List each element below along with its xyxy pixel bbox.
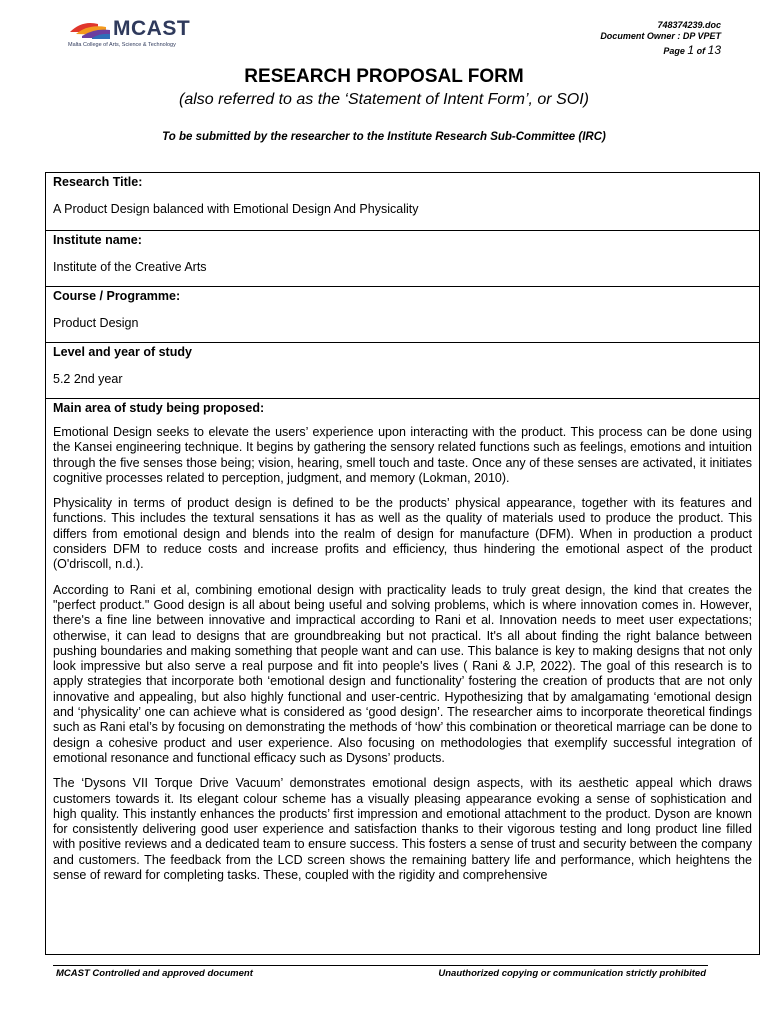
mcast-logo-mark-icon: [68, 18, 112, 40]
paragraph-dyson: The ‘Dysons VII Torque Drive Vacuum’ demonstrates emotional design aspects, with its aesthetic appeal which draws customers towards it. Its elegant colour scheme has a visually pleasing appearance evoking a sense of sophistication and high quality. This instantly enhances the products’ first impression and emotional attachment to the product. Dyson are known for consistently delivering good user experience and satisfaction thanks to their vigorous testing and long product line filled with positive reviews and a dedicated team to ensure success. This fosters a sense of trust and security between the company and customers. The feedback from the LCD screen shows the remaining battery life and performance, which heightens the sense of reward for completing tasks. These, coupled with the rigidity and comprehensive: [53, 776, 752, 883]
paragraph-rani: According to Rani et al, combining emotional design with practicality leads to truly great design, the kind that creates the "perfect product." Good design is all about being useful and solving problems, which is where innovation comes in. However, there's a fine line between innovative and impractical according to Rani et al. Innovation needs to meet user expectations; otherwise, it can lead to designs that are groundbreaking but not practical. It's all about finding the right balance between pushing boundaries and making something that people want and can use. This balance is key to making designs that not only look impressive but also serve a real purpose and fit into people's lives ( Rani & J.P, 2022). The goal of this research is to apply strategies that incorporate both ‘emotional design and functionality’ fostering the creation of products that are not only innovative and appealing, but also highly functional and user-centric. Hypothesizing that by amalgamating ‘emotional design and ‘physicality’ one can achieve what is considered as ‘good design’. The researcher aims to incorporate theoretical findings such as Rani etal’s by focusing on demonstrating the methods of ‘how’ this combination or theoretical marriage can be done to design a cohesive product and user experience. Also focusing on methodologies that exemplify successful integration of emotional resonance and functional efficacy such as Dysons’ products.: [53, 582, 752, 765]
doc-filename: 748374239.doc: [657, 20, 721, 30]
doc-owner: Document Owner : DP VPET: [600, 31, 721, 41]
proposal-form: [45, 172, 760, 955]
paragraph-physicality: Physicality in terms of product design is defined to be the products’ physical appearance, together with its features and functions. This includes the textural sensations it has as well as the quality of materials used to produce the product. This differs from emotional design and blends into the realm of design for manufacture (DFM). When in production a product considers DFM to reduce costs and increase profits and efficiency, thus hindering the emotional aspect of the product (O'driscoll, n.d.).: [53, 496, 752, 572]
submission-note: To be submitted by the researcher to the Institute Research Sub-Committee (IRC): [162, 131, 606, 143]
footer-divider: [53, 965, 708, 966]
page-current: 1: [687, 43, 695, 57]
footer-left: MCAST Controlled and approved document: [56, 968, 253, 979]
document-info: [600, 20, 721, 57]
research-title-label: Research Title:: [53, 175, 143, 189]
institute-value: Institute of the Creative Arts: [53, 260, 207, 274]
research-title-section: [46, 174, 759, 230]
logo-wordmark: MCAST: [113, 17, 191, 40]
page-total: 13: [707, 43, 721, 57]
level-label: Level and year of study: [53, 345, 192, 359]
course-label: Course / Programme:: [53, 289, 181, 303]
page-title: RESEARCH PROPOSAL FORM: [244, 66, 524, 87]
page-indicator: [600, 45, 721, 57]
mcast-logo: [68, 18, 208, 52]
main-area-section: [46, 398, 759, 883]
main-area-label: Main area of study being proposed:: [53, 401, 265, 415]
level-section: [46, 342, 759, 398]
research-title-value: A Product Design balanced with Emotional Design And Physicality: [53, 202, 419, 216]
institute-label: Institute name:: [53, 233, 142, 247]
paragraph-emotional-design: Emotional Design seeks to elevate the users’ experience upon interacting with the product. This process can be done using the Kansei engineering technique. It begins by gathering the sensory related functions such as feelings, emotions and intuition through the five senses those being; vision, hearing, smell touch and taste. Once any of these senses are activated, it initiates cognitive processes related to perception, judgment, and memory (Lokman, 2010).: [53, 425, 752, 485]
logo-subtitle: Malta College of Arts, Science & Technology: [68, 42, 176, 48]
course-section: [46, 286, 759, 342]
footer-right: Unauthorized copying or communication strictly prohibited: [438, 968, 706, 979]
institute-section: [46, 230, 759, 286]
page-of: of: [696, 46, 706, 56]
course-value: Product Design: [53, 316, 139, 330]
page-label: Page: [663, 46, 685, 56]
level-value: 5.2 2nd year: [53, 372, 123, 386]
page-subtitle: (also referred to as the ‘Statement of Intent Form’, or SOI): [179, 91, 589, 108]
